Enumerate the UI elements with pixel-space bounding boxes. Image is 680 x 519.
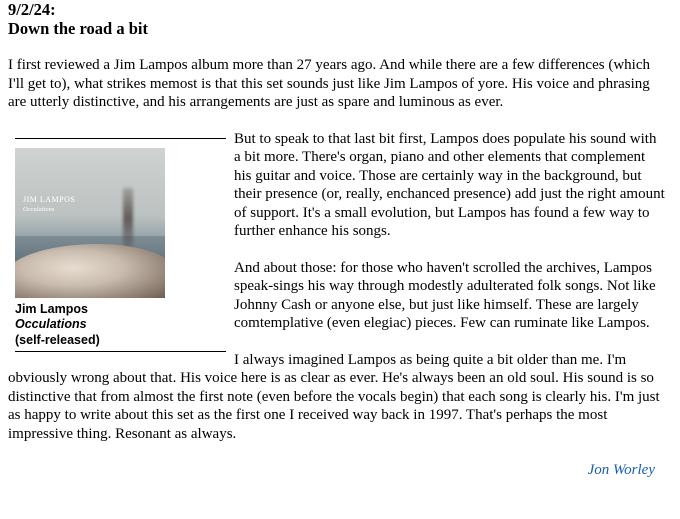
cover-title-text: Occulations <box>23 205 55 213</box>
album-cover-image <box>15 148 165 298</box>
author-signature: Jon Worley <box>587 462 655 478</box>
cover-artist-text: JIM LAMPOS <box>23 194 76 204</box>
review-paragraph-4: I always imagined Lampos as being quite a bit older than me. I'm obviously wrong about that. His voice here is as clear as ever. He's always been an old soul. His sound is so distinctive that from almost the first note (even before the vocals begin) that each song is clearly his. I'm just as happy to write about this set as the first one I received way back in 1997. That's perhaps the most impressive thing. Resonant as always. <box>8 351 660 442</box>
album-sidebar <box>15 138 226 353</box>
album-caption <box>15 302 226 349</box>
review-paragraph-2: But to speak to that last bit first, Lampos does populate his sound with a bit more. There's organ, piano and other elements that complement his guitar and voice. Those are certainly way in the background, but their presence (or, really, enchanced presence) add just the right amount of support. It's a small evolution, but Lampos has found a few way to further enhance his songs. <box>234 130 665 239</box>
sidebar-bottom-rule <box>15 351 226 352</box>
review-title: Down the road a bit <box>8 19 148 38</box>
review-date: 9/2/24: <box>8 0 56 19</box>
album-artist: Jim Lampos <box>15 301 88 316</box>
review-paragraph-1: I first reviewed a Jim Lampos album more than 27 years ago. And while there are a few differences (which I'll get to), what strikes memost is that this set sounds just like Jim Lampos of yore. His voice and phrasing are utterly distinctive, and his arrangements are just as spare and luminous as ever. <box>8 57 650 110</box>
sidebar-top-rule <box>15 138 226 139</box>
review-paragraph-3: And about those: for those who haven't scrolled the archives, Lampos speak-sings his way through modestly adulterated folk songs. Not like Johnny Cash or anyone else, but just like himself. These are largely comtemplative (even elegiac) pieces. Few can ruminate like Lampos. <box>234 259 656 331</box>
album-label: (self-released) <box>15 332 100 347</box>
album-title: Occulations <box>15 317 87 331</box>
